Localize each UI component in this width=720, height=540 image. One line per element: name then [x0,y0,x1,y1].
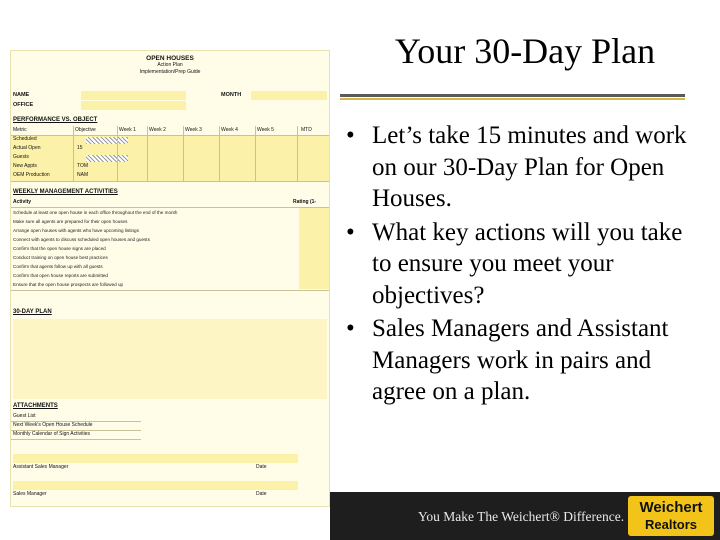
metric-objective: TOM [77,163,89,169]
metric-name: Guests [13,154,29,160]
col-header: Week 5 [257,127,274,133]
plan-heading: 30-DAY PLAN [13,309,52,315]
metric-name: Actual Open [13,145,41,151]
slide-title: Your 30-Day Plan [394,31,656,71]
hatch-cell [86,155,128,162]
weichert-logo [628,496,714,536]
footer-tagline: You Make The Weichert® Difference. [418,509,625,524]
name-row [11,91,329,100]
attachment-item: Next Week's Open House Schedule [13,422,93,428]
signature-label: Sales Manager [13,491,47,497]
logo-line-2: Realtors [644,517,698,532]
performance-grid [11,135,329,181]
activity-row: Confirm that open house reports are submitted [13,273,108,278]
performance-heading: PERFORMANCE VS. OBJECT [13,117,98,123]
month-field [251,91,327,100]
signature-field [13,454,298,463]
plan-area [13,319,327,399]
activity-row: Schedule at least one open house in each office throughout the end of the month [13,210,178,215]
signature-label: Assistant Sales Manager [13,464,69,470]
form-title: OPEN HOUSES [146,55,194,62]
metric-name: Scheduled [13,136,37,142]
activity-row: Ensure that the open house prospects are followed up [13,282,124,287]
name-label: NAME [13,92,30,98]
title-divider-accent [340,98,685,100]
performance-header-row [11,126,329,135]
month-label: MONTH [221,92,242,98]
bullet-item: • Sales Managers and Assistant Managers work in pairs and agree on a plan. [340,313,700,408]
bullet-list [340,120,700,410]
form-subtitle-2: Implementation/Prep Guide [139,69,201,75]
title-divider [340,94,685,97]
weekly-heading: WEEKLY MANAGEMENT ACTIVITIES [13,189,118,195]
attachment-item: Guest List [13,413,36,419]
hatch-cell [86,137,128,144]
name-field [81,91,186,100]
form-subtitle: Action Plan [157,62,183,68]
activity-row: Confirm that the open house signs are placed [13,246,106,251]
rating-col-header: Rating (1- [293,199,317,205]
col-header: Week 4 [221,127,238,133]
col-header: Week 2 [149,127,166,133]
office-row [11,101,329,110]
col-header: Week 3 [185,127,202,133]
date-label: Date [256,464,267,470]
metric-objective: 15 [77,145,83,151]
metric-name: New Appts [13,163,37,169]
attachment-item: Monthly Calendar of Sign Activities [13,431,90,437]
office-label: OFFICE [13,102,34,108]
signature-field [13,481,298,490]
col-header: Week 1 [119,127,136,133]
office-field [81,101,186,110]
activity-col-header: Activity [13,199,32,205]
metric-name: OEM Production [13,172,50,178]
activity-row: Make sure all agents are prepared for their open houses [13,219,128,224]
col-header: MTD [301,127,312,133]
col-header: Metric [13,127,27,133]
action-plan-form [10,50,330,507]
metric-objective: NAM [77,172,89,178]
activity-row: Connect with agents to discuss scheduled open houses and guests [13,237,150,242]
bullet-item: • Let’s take 15 minutes and work on our 30-Day Plan for Open Houses. [340,120,700,215]
activity-row: Conduct training on open house best practices [13,255,108,260]
logo-line-1: Weichert [639,499,703,516]
bullet-item: • What key actions will you take to ensure you meet your objectives? [340,217,700,312]
attachments-heading: ATTACHMENTS [13,403,58,409]
footer-bar [330,492,720,540]
date-label: Date [256,491,267,497]
activity-row: Confirm that agents follow up with all guests [13,264,103,269]
col-header: Objective [75,127,96,133]
rating-column [299,208,329,289]
activity-row: Arrange open houses with agents who have upcoming listings [13,228,139,233]
